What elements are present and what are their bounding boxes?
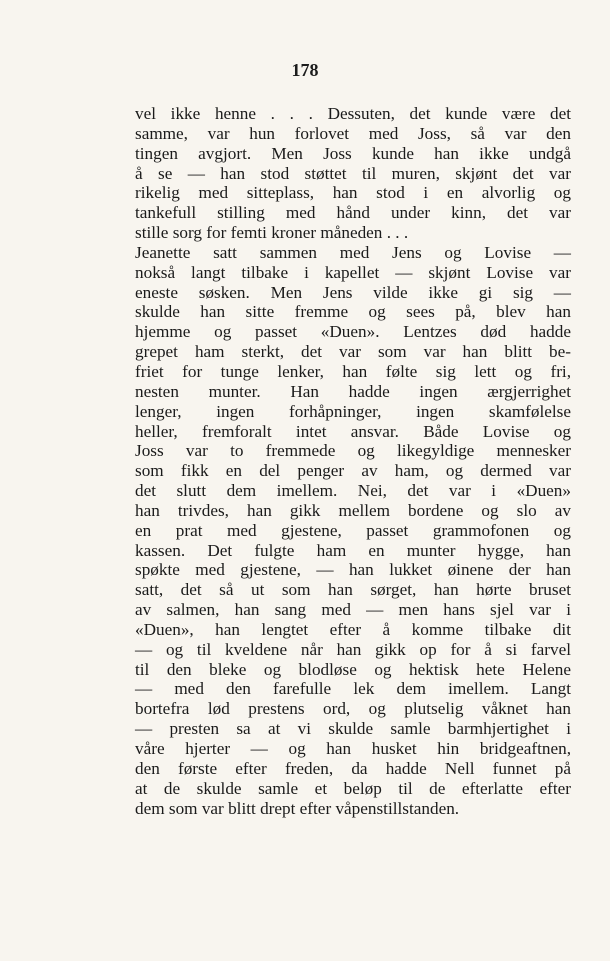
text-line: en prat med gjestene, passet grammofonen og [135, 520, 571, 540]
text-line: «Duen», han lengtet efter å komme tilbake dit [135, 619, 571, 639]
text-line: det slutt dem imellem. Nei, det var i «Duen» [135, 481, 571, 501]
text-line: kassen. Det fulgte ham en munter hygge, han [135, 540, 571, 560]
text-line: han trivdes, han gikk mellem bordene og slo av [135, 500, 571, 520]
text-line: eneste søsken. Men Jens vilde ikke gi sig — [135, 282, 571, 302]
text-line: nokså langt tilbake i kapellet — skjønt Lovise var [135, 262, 571, 282]
text-line: friet for tunge lenker, han følte sig lett og fri, [135, 361, 571, 381]
text-line: stille sorg for femti kroner måneden . . . [135, 223, 409, 243]
text-line: den første efter freden, da hadde Nell funnet på [135, 758, 571, 778]
text-line: rikelig med sitteplass, han stod i en alvorlig og [135, 183, 571, 203]
text-line: tingen avgjort. Men Joss kunde han ikke undgå [135, 143, 571, 163]
text-line: hjemme og passet «Duen». Lentzes død hadde [135, 322, 571, 342]
text-line: samme, var hun forlovet med Joss, så var den [135, 123, 571, 143]
text-line: bortefra lød prestens ord, og plutselig våknet han [135, 699, 571, 719]
text-line: — presten sa at vi skulde samle barmhjertighet i [135, 719, 571, 739]
text-line: at de skulde samle et beløp til de efterlatte efter [135, 778, 571, 798]
text-line: av salmen, han sang med — men hans sjel var i [135, 600, 571, 620]
text-line: spøkte med gjestene, — han lukket øinene der han [135, 560, 571, 580]
text-line: tankefull stilling med hånd under kinn, det var [135, 203, 571, 223]
text-line: skulde han sitte fremme og sees på, blev han [135, 302, 571, 322]
text-line: nesten munter. Han hadde ingen ærgjerrighet [135, 381, 571, 401]
text-line: heller, fremforalt intet ansvar. Både Lovise og [135, 421, 571, 441]
body-text [135, 104, 571, 818]
text-line: lenger, ingen forhåpninger, ingen skamfølelse [135, 401, 571, 421]
text-line: å se — han stod støttet til muren, skjønt det var [135, 163, 571, 183]
text-line: grepet ham sterkt, det var som var han blitt be- [135, 342, 571, 362]
text-line: til den bleke og blodløse og hektisk hete Helene [135, 659, 571, 679]
text-line: Jeanette satt sammen med Jens og Lovise — [135, 242, 571, 262]
text-line: våre hjerter — og han husket hin bridgeaftnen, [135, 739, 571, 758]
text-line: som fikk en del penger av ham, og dermed var [135, 461, 571, 481]
text-line: — og til kveldene når han gikk op for å si farvel [135, 639, 571, 659]
text-line: Joss var to fremmede og likegyldige mennesker [135, 441, 571, 461]
text-line: vel ikke henne . . . Dessuten, det kunde være det [135, 104, 571, 123]
text-line: — med den farefulle lek dem imellem. Langt [135, 679, 571, 699]
page-number: 178 [291, 60, 319, 80]
text-line: dem som var blitt drept efter våpenstillstanden. [135, 798, 460, 818]
text-line: satt, det så ut som han sørget, han hørte bruset [135, 580, 571, 600]
